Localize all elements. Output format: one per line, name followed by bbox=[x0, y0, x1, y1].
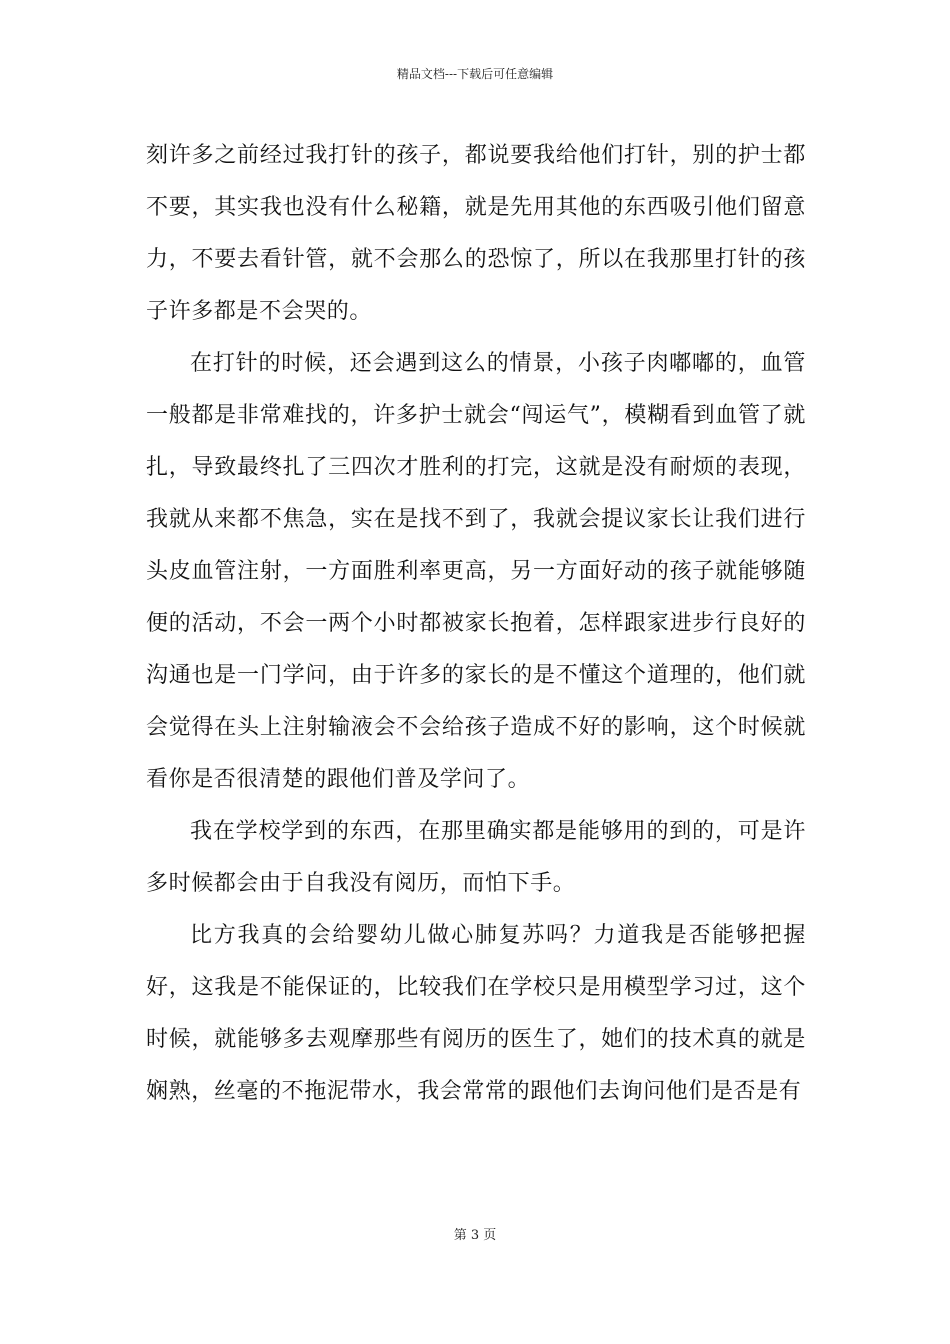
page-number: 第 3 页 bbox=[453, 1228, 497, 1243]
paragraph: 我在学校学到的东西，在那里确实都是能够用的到的，可是许多时候都会由于自我没有阅历，而怕下手。 bbox=[146, 819, 806, 896]
paragraph: 比方我真的会给婴幼儿做心肺复苏吗？力道我是否能够把握好，这我是不能保证的，比较我们在学校只是用模型学习过，这个时候，就能够多去观摩那些有阅历的医生了，她们的技术真的就是娴熟，丝毫的不拖泥带水，我会常常的跟他们去询问他们是否是有 bbox=[146, 923, 806, 1104]
paragraph: 在打针的时候，还会遇到这么的情景，小孩子肉嘟嘟的，血管一般都是非常难找的，许多护士就会“闯运气”，模糊看到血管了就扎，导致最终扎了三四次才胜利的打完，这就是没有耐烦的表现，我就从来都不焦急，实在是找不到了，我就会提议家长让我们进行头皮血管注射，一方面胜利率更高，另一方面好动的孩子就能够随便的活动，不会一两个小时都被家长抱着，怎样跟家进步行良好的沟通也是一门学问，由于许多的家长的是不懂这个道理的，他们就会觉得在头上注射输液会不会给孩子造成不好的影响，这个时候就看你是否很清楚的跟他们普及学问了。 bbox=[146, 351, 806, 792]
document-body bbox=[146, 130, 806, 1118]
paragraph: 刻许多之前经过我打针的孩子，都说要我给他们打针，别的护士都不要，其实我也没有什么秘籍，就是先用其他的东西吸引他们留意力，不要去看针管，就不会那么的恐惊了，所以在我那里打针的孩子许多都是不会哭的。 bbox=[146, 143, 806, 324]
page-header: 精品文档---下载后可任意编辑 bbox=[396, 67, 554, 81]
